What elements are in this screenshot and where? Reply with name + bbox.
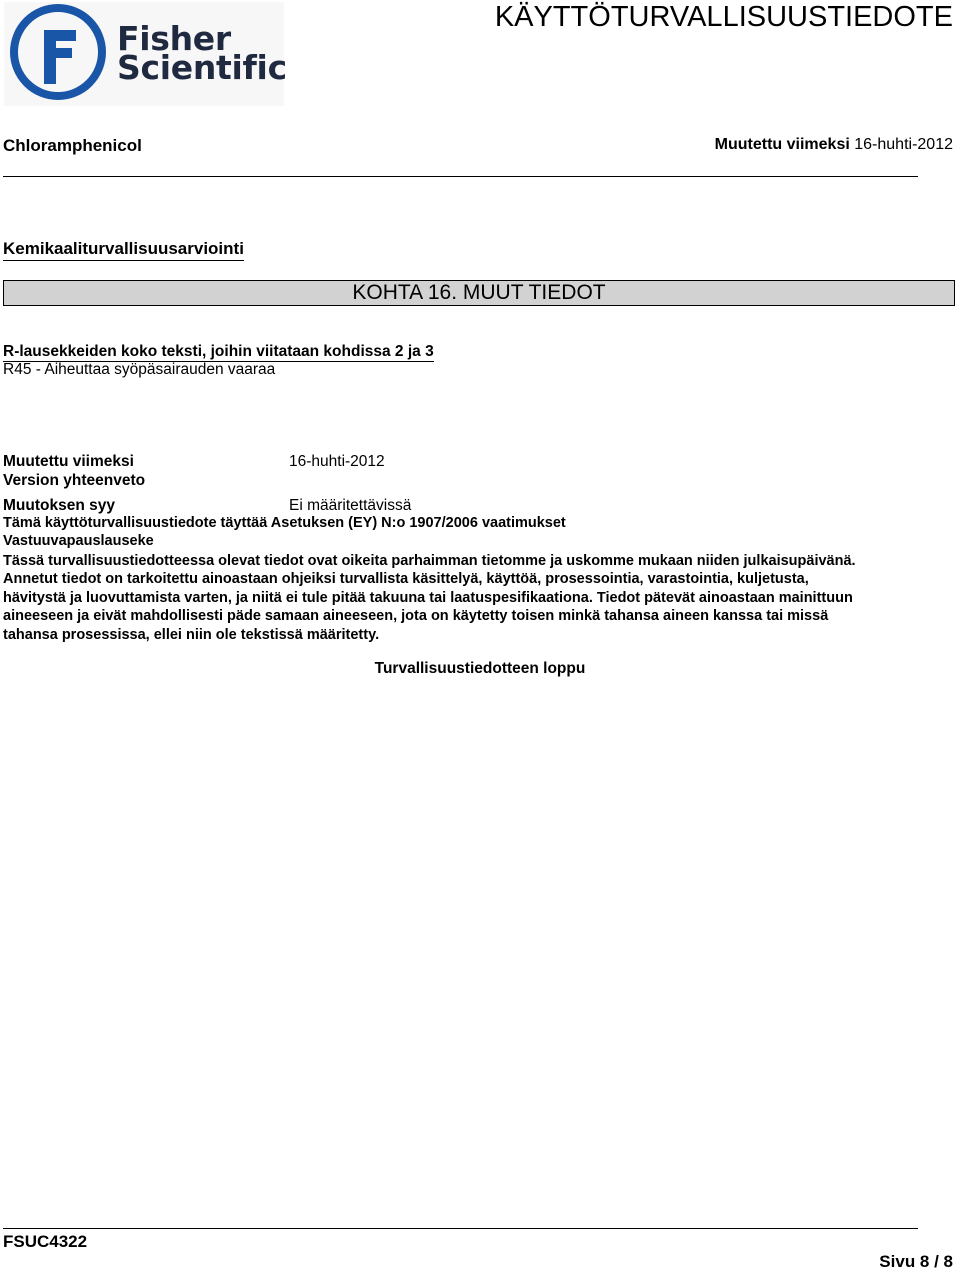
document-code: FSUC4322 <box>3 1232 88 1251</box>
r-phrases-heading: R-lausekkeiden koko teksti, joihin viitataan kohdissa 2 ja 3 <box>3 343 434 360</box>
disclaimer-text <box>3 552 953 644</box>
disclaimer-line: aineeseen ja eivät mahdollisesti päde samaan aineeseen, jota on käytetty toisen minkä tahansa aineen kanssa tai missä <box>3 608 829 625</box>
chemical-safety-assessment-heading: Kemikaaliturvallisuusarviointi <box>3 239 244 261</box>
header-revised-value: 16-huhti-2012 <box>854 136 953 153</box>
page-number: Sivu 8 / 8 <box>879 1252 953 1271</box>
header-revised-label: Muutettu viimeksi <box>714 136 850 153</box>
logo-line-1: Fisher <box>117 19 231 58</box>
logo-wordmark <box>117 19 287 87</box>
section-16-title: KOHTA 16. MUUT TIEDOT <box>352 281 606 304</box>
version-summary-label: Version yhteenveto <box>3 472 146 489</box>
company-logo <box>4 2 287 106</box>
header-divider <box>3 176 918 177</box>
header-revised-date <box>715 136 953 154</box>
disclaimer-line: tahansa prosessissa, ellei niin ole tekstissä määritetty. <box>3 626 380 643</box>
revised-label: Muutettu viimeksi <box>3 453 134 470</box>
product-name: Chloramphenicol <box>3 136 142 155</box>
reason-value: Ei määritettävissä <box>289 497 412 514</box>
revised-value: 16-huhti-2012 <box>289 453 385 470</box>
r-phrase-item: R45 - Aiheuttaa syöpäsairauden vaaraa <box>3 361 276 378</box>
disclaimer-line: hävitystä ja luovuttamista varten, ja niitä ei tule pitää takuuna tai laatuspesifikaationa. Tiedot pätevät ainoastaan mainittuun <box>3 589 853 606</box>
disclaimer-line: Tässä turvallisuustiedotteessa olevat tiedot ovat oikeita parhaimman tietomme ja uskomme mukaan niiden julkaisupäivänä. <box>3 553 856 569</box>
reason-label: Muutoksen syy <box>3 497 115 514</box>
compliance-statement: Tämä käyttöturvallisuustiedote täyttää Asetuksen (EY) N:o 1907/2006 vaatimukset <box>3 515 566 531</box>
disclaimer-heading: Vastuuvapauslauseke <box>3 533 154 549</box>
footer-divider <box>3 1228 918 1229</box>
document-title: KÄYTTÖTURVALLISUUSTIEDOTE <box>494 1 953 33</box>
fisher-logo-icon <box>4 2 114 106</box>
section-16-bar <box>3 280 955 306</box>
logo-line-2: Scientific <box>117 48 287 87</box>
end-of-sds-text: Turvallisuustiedotteen loppu <box>374 660 586 677</box>
disclaimer-line: Annetut tiedot on tarkoitettu ainoastaan ohjeiksi turvallista käsittelyä, käyttöä, prosessointia, varastointia, kuljetusta, <box>3 571 809 588</box>
